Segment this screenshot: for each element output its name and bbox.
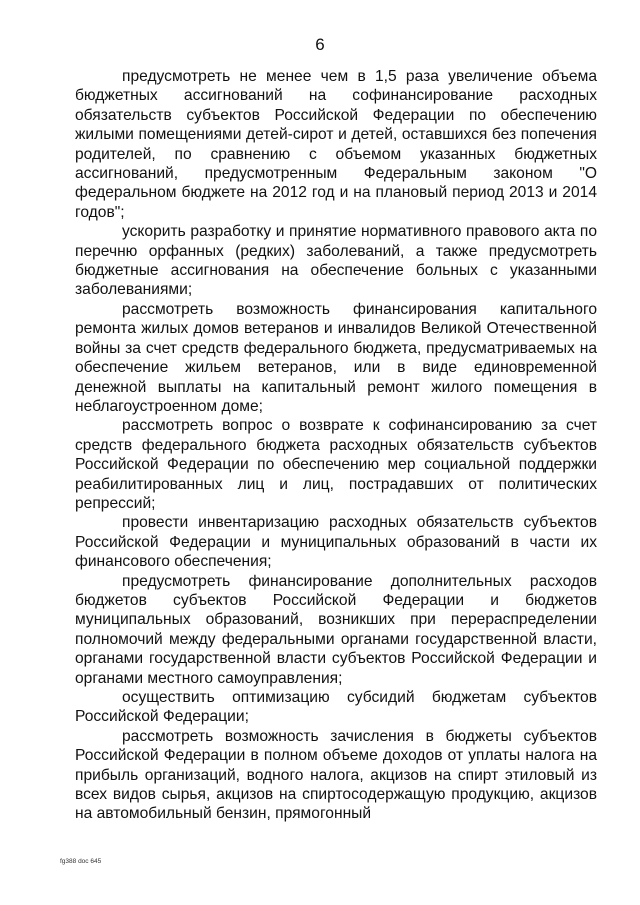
paragraph-orphan-diseases: ускорить разработку и принятие нормативного правового акта по перечню орфанных (редких) заболеваний, а также предусмотреть бюджетные ассигнования на обеспечение больных с указанными заболеваниями; bbox=[75, 223, 597, 299]
document-footer-code: fg388 doc 645 bbox=[60, 858, 102, 865]
paragraph-additional-expenses: предусмотреть финансирование дополнительных расходов бюджетов субъектов Российской Федерации и бюджетов муниципальных образований, возникших при перераспределении полномочий между федеральными органами государственной власти, органами государственной власти субъектов Российской Федерации и органами местного самоуправления; bbox=[75, 572, 597, 687]
paragraph-orphan-housing: предусмотреть не менее чем в 1,5 раза увеличение объема бюджетных ассигнований на софинансирование расходных обязательств субъектов Российской Федерации по обеспечению жилыми помещениями детей-сирот и детей, оставшихся без попечения родителей, по сравнению с объемом указанных бюджетных ассигнований, предусмотренным Федеральным законом "О федеральном бюджете на 2012 год и на плановый период 2013 и 2014 годов"; bbox=[75, 68, 597, 221]
paragraph-tax-revenue-allocation: рассмотреть возможность зачисления в бюджеты субъектов Российской Федерации в полном объеме доходов от уплаты налога на прибыль организаций, водного налога, акцизов на спирт этиловый из всех видов сырья, акцизов на спиртосодержащую продукцию, акцизов на автомобильный бензин, прямогонный bbox=[75, 727, 597, 823]
paragraph-inventory-obligations: провести инвентаризацию расходных обязательств субъектов Российской Федерации и муниципальных образований в части их финансового обеспечения; bbox=[75, 514, 597, 571]
paragraph-rehabilitated-persons: рассмотреть вопрос о возврате к софинансированию за счет средств федерального бюджета расходных обязательств субъектов Российской Федерации по обеспечению мер социальной поддержки реабилитированных лиц и лиц, пострадавших от политических репрессий; bbox=[75, 417, 597, 512]
paragraph-veteran-housing-repair: рассмотреть возможность финансирования капитального ремонта жилых домов ветеранов и инвалидов Великой Отечественной войны за счет средств федерального бюджета, предусматриваемых на обеспечение жильем ветеранов, или в виде единовременной денежной выплаты на капитальный ремонт жилого помещения в неблагоустроенном доме; bbox=[75, 300, 597, 415]
page-number: 6 bbox=[315, 35, 325, 54]
document-body bbox=[75, 67, 597, 824]
paragraph-subsidy-optimization: осуществить оптимизацию субсидий бюджетам субъектов Российской Федерации; bbox=[75, 689, 597, 726]
